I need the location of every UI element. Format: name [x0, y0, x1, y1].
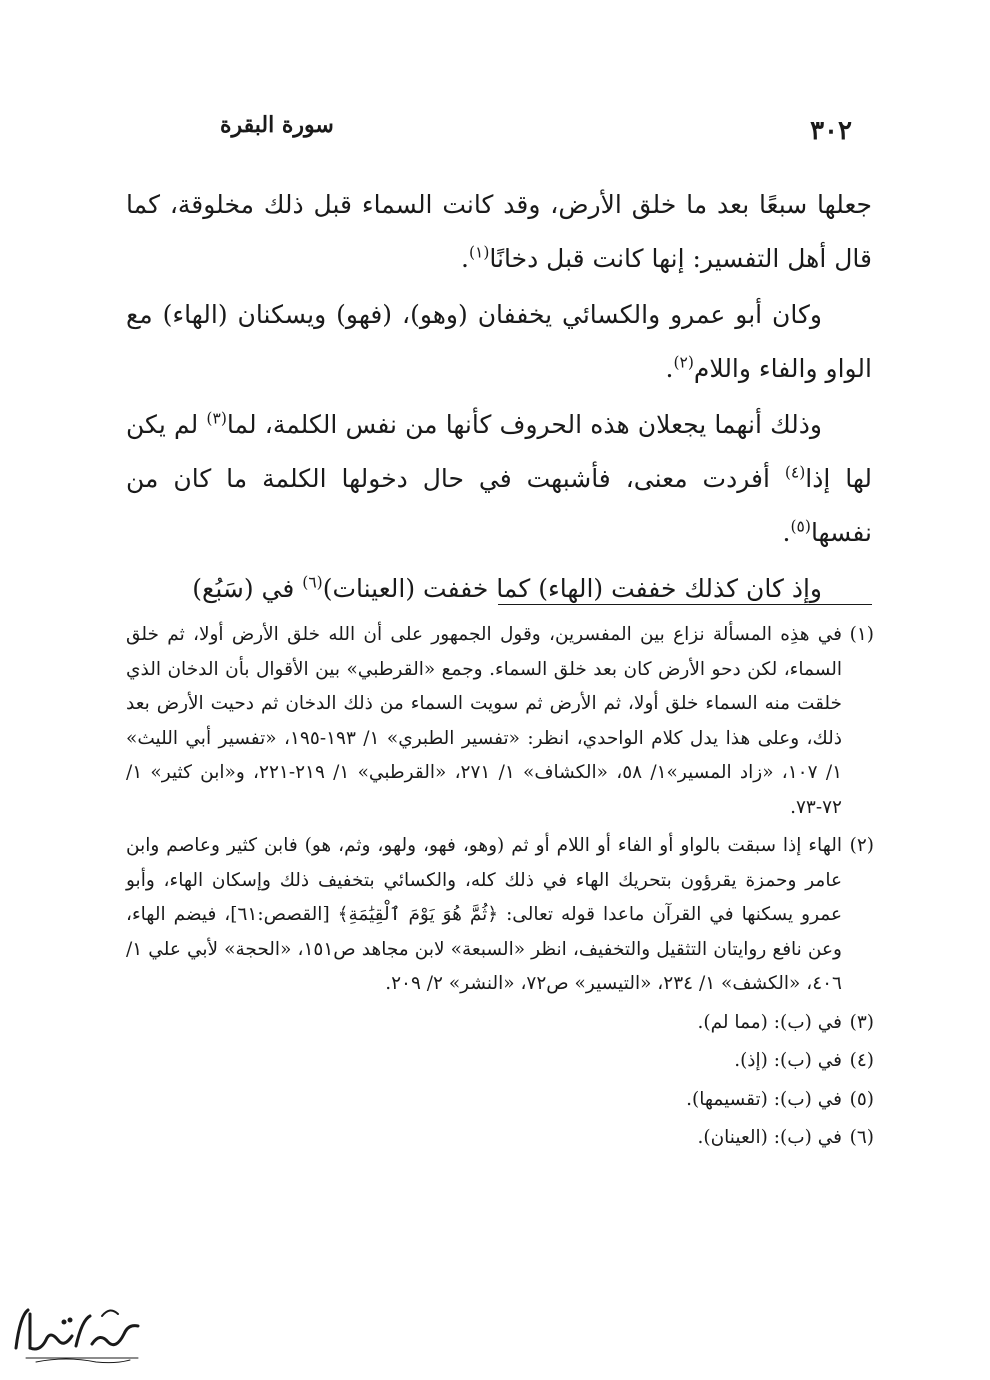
footnote-3 [126, 1006, 874, 1041]
footnote-reference: (٣) [206, 409, 227, 428]
footnote-reference: (٥) [790, 517, 811, 536]
footnote-text: في (ب): (تقسيمها). [686, 1088, 842, 1110]
footnote-number: (٤) [849, 1050, 874, 1071]
page-header [140, 112, 852, 148]
footnote-5 [126, 1083, 874, 1118]
footnote-text: الهاء إذا سبقت بالواو أو الفاء أو اللام أو ثم (وهو، فهو، ولهو، وثم، هو) فابن كثير وعاصم وابن عامر وحمزة يقرؤون بتحريك الهاء في ذلك كله، والكسائي بتخفيف ذلك وإسكان الهاء، وأبو عمرو يسكنها في القرآن ماعدا قوله تعالى: ﴿ثُمَّ هُوَ يَوْمَ ٱلْقِيَٰمَةِ﴾ [القصص:٦١]، فيضم الهاء، وعن نافع روايتان التثقيل والتخفيف، انظر «السبعة» لابن مجاهد ص١٥١، «الحجة» لأبي علي ١/ ٤٠٦، «الكشف» ١/ ٢٣٤، «التيسير» ص٧٢، «النشر» ٢/ ٢٠٩. [126, 835, 843, 994]
footnote-2 [126, 829, 874, 1002]
footnote-1 [126, 618, 874, 825]
paragraph-1: جعلها سبعًا بعد ما خلق الأرض، وقد كانت السماء قبل ذلك مخلوقة، كما قال أهل التفسير: إنها كانت قبل دخانًا$^{(١)}$. [126, 190, 872, 273]
footnote-number: (٢) [849, 835, 874, 856]
footnote-text: في (ب): (مما لم). [697, 1011, 842, 1033]
footnote-number: (٦) [849, 1127, 874, 1148]
paragraph-3: وذلك أنهما يجعلان هذه الحروف كأنها من نفس الكلمة، لما$^{(٣)}$ لم يكن لها إذا$^{(٤)}$ أفردت معنى، فأشبهت في حال دخولها الكلمة ما كان من نفسها$^{(٥)}$. [126, 409, 872, 547]
footnote-number: (٣) [849, 1011, 874, 1033]
footnote-text: في هذِه المسألة نزاع بين المفسرين، وقول الجمهور على أن الله خلق الأرض أولا، ثم خلق السماء، لكن دحو الأرض كان بعد خلق السماء. وجمع «القرطبي» بين الأقوال بأن الدخان الذي خلقت منه السماء خلق أولا، ثم الأرض ثم سويت السماء من ذلك الدخان ثم دحيت الأرض بعد ذلك، وعلى هذا يدل كلام الواحدي، انظر: «تفسير الطبري» ١/ ١٩٣-١٩٥، «تفسير أبي الليث» ١/ ١٠٧، «زاد المسير»١/ ٥٨، «الكشاف» ١/ ٢٧١، «القرطبي» ١/ ٢١٩-٢٢١، و«ابن كثير» ١/ ٧٢-٧٣. [126, 624, 842, 818]
footnote-text: في (ب): (إذ). [734, 1050, 842, 1071]
surah-title: سورة البقرة [220, 112, 334, 138]
footnote-number: (١) [849, 624, 874, 645]
footnote-6 [126, 1121, 874, 1156]
paragraph-4: وإذ كان كذلك خففت (الهاء) كما خففت (العينات)$^{(٦)}$ في (سَبُع) [192, 573, 822, 603]
footnote-reference: (١) [468, 243, 490, 262]
footnote-separator [498, 604, 872, 605]
footnote-4 [126, 1044, 874, 1079]
main-text [126, 178, 872, 618]
footnote-text: في (ب): (العينان). [697, 1127, 842, 1148]
page-number: ٣٠٢ [810, 116, 852, 146]
footnote-number: (٥) [849, 1088, 874, 1110]
footnote-reference: (٦) [302, 573, 323, 592]
footnotes [126, 618, 874, 1160]
footnote-reference: (٢) [673, 353, 694, 372]
footnote-reference: (٤) [784, 463, 806, 482]
paragraph-2: وكان أبو عمرو والكسائي يخففان (وهو)، (فهو) ويسكنان (الهاء) مع الواو والفاء واللام$^{(٢)}$. [126, 300, 872, 383]
watermark-logo [6, 1296, 156, 1366]
